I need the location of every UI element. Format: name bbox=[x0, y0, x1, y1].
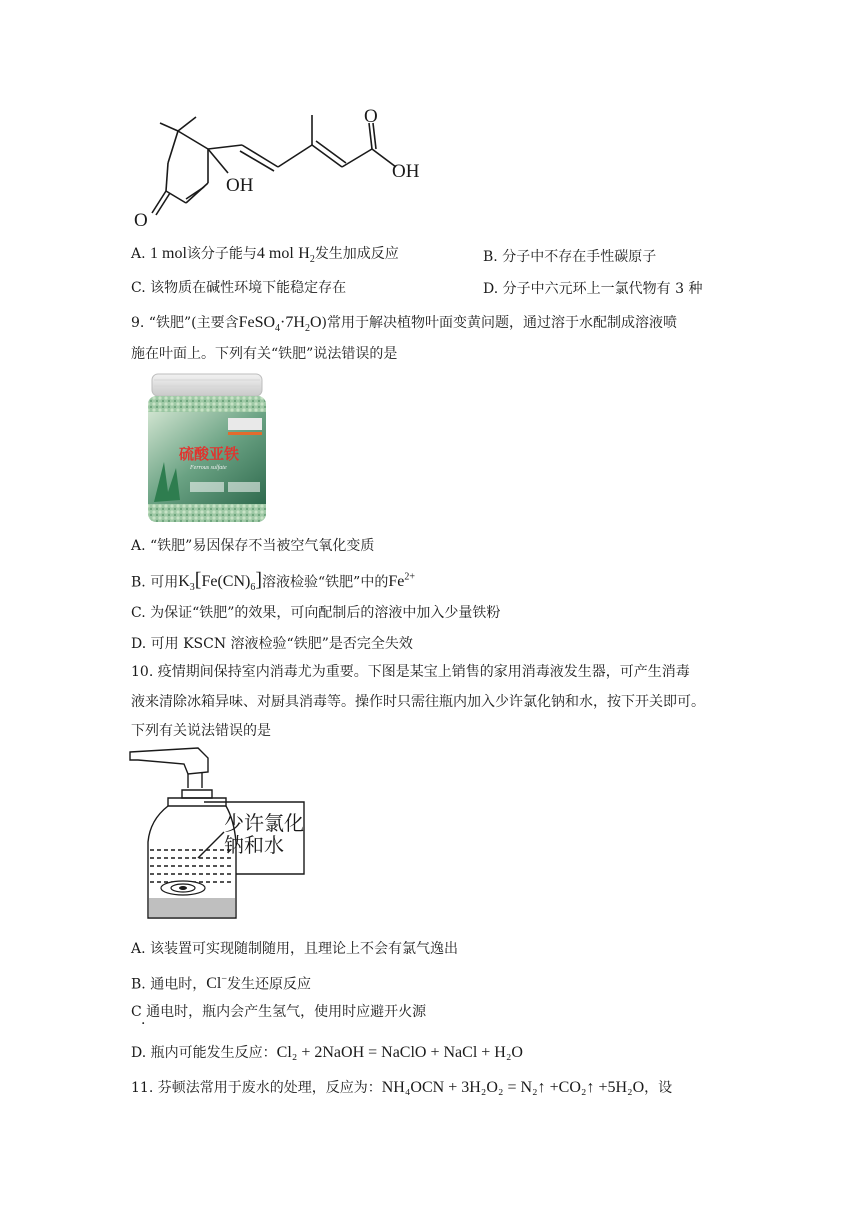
q10-option-a: A. 该装置可实现随制随用，且理论上不会有氯气逸出 bbox=[131, 941, 459, 957]
jar-label-title: 硫酸亚铁 bbox=[179, 447, 240, 463]
feso4-formula: $FeSO_4\cdot 7H_2O$ bbox=[238, 314, 322, 335]
ferrous-sulfate-jar-image bbox=[146, 372, 270, 524]
q10-option-c-dot: · bbox=[141, 1016, 146, 1032]
q10-stem-line3: 下列有关说法错误的是 bbox=[131, 723, 271, 739]
cl-ion: Cl− bbox=[206, 974, 227, 993]
q9-stem-line2: 施在叶面上。下列有关“铁肥”说法错误的是 bbox=[131, 346, 398, 362]
q9-stem-line1: 9. “铁肥”(主要含$FeSO_4\cdot 7H_2O$)常用于解决植物叶面变黄问题，通过溶于水配制成溶液喷 bbox=[131, 314, 677, 335]
disinfectant-generator-figure bbox=[128, 746, 318, 928]
molecule-structure bbox=[130, 105, 440, 230]
q11-equation: NH₄OCN + 3H₂O₂ = N₂↑ +CO₂↑ +5H₂O bbox=[381, 1079, 645, 1096]
fe2-ion: $Fe^{2+}$ bbox=[388, 572, 415, 591]
q8-option-b: B. 分子中不存在手性碳原子 bbox=[483, 249, 657, 265]
molecule-label-oh-acid: OH bbox=[392, 161, 420, 182]
molecule-label-o-top: O bbox=[364, 106, 378, 127]
q10-option-d: D. 瓶内可能发生反应：Cl₂ + 2NaOH = NaClO + NaCl + H₂O bbox=[131, 1044, 523, 1061]
q11-stem: 11. 芬顿法常用于废水的处理，反应为：NH₄OCN + 3H₂O₂ = N₂↑ +CO₂↑ +5H₂O，设 bbox=[131, 1079, 673, 1096]
q8-option-a: A. 1 mol该分子能与4 mol $H_2$发生加成反应 bbox=[131, 245, 399, 266]
jar-label-subtitle: Ferrous sulfate bbox=[190, 465, 227, 471]
molecule-label-oh-ring: OH bbox=[226, 175, 254, 196]
figure-label-line2: 钠和水 bbox=[224, 835, 284, 857]
molecule-label-o-ketone: O bbox=[134, 210, 148, 230]
k3fecn6-formula: $K_3[Fe(CN)_6]$ bbox=[178, 569, 262, 594]
q8-option-d: D. 分子中六元环上一氯代物有 3 种 bbox=[483, 281, 703, 297]
q9-option-c: C. 为保证“铁肥”的效果，可向配制后的溶液中加入少量铁粉 bbox=[131, 605, 501, 621]
figure-label-line1: 少许氯化 bbox=[224, 813, 304, 835]
q9-option-d: D. 可用 KSCN 溶液检验“铁肥”是否完全失效 bbox=[131, 636, 413, 652]
q10-option-c: C 通电时，瓶内会产生氢气，使用时应避开火源 bbox=[131, 1004, 427, 1020]
q10-stem-line2: 液来清除冰箱异味、对厨具消毒等。操作时只需往瓶内加入少许氯化钠和水，按下开关即可。 bbox=[131, 694, 705, 710]
q9-option-b: B. 可用$K_3[Fe(CN)_6]$溶液检验“铁肥”中的$Fe^{2+}$ bbox=[131, 569, 415, 594]
q10-d-equation: Cl₂ + 2NaOH = NaClO + NaCl + H₂O bbox=[276, 1044, 523, 1061]
q9-option-a: A. “铁肥”易因保存不当被空气氧化变质 bbox=[131, 538, 375, 554]
q8-option-c: C. 该物质在碱性环境下能稳定存在 bbox=[131, 280, 347, 296]
q10-option-b: B. 通电时，Cl−发生还原反应 bbox=[131, 974, 311, 993]
q10-stem-line1: 10. 疫情期间保持室内消毒尤为重要。下图是某宝上销售的家用消毒液发生器，可产生消毒 bbox=[131, 664, 690, 680]
